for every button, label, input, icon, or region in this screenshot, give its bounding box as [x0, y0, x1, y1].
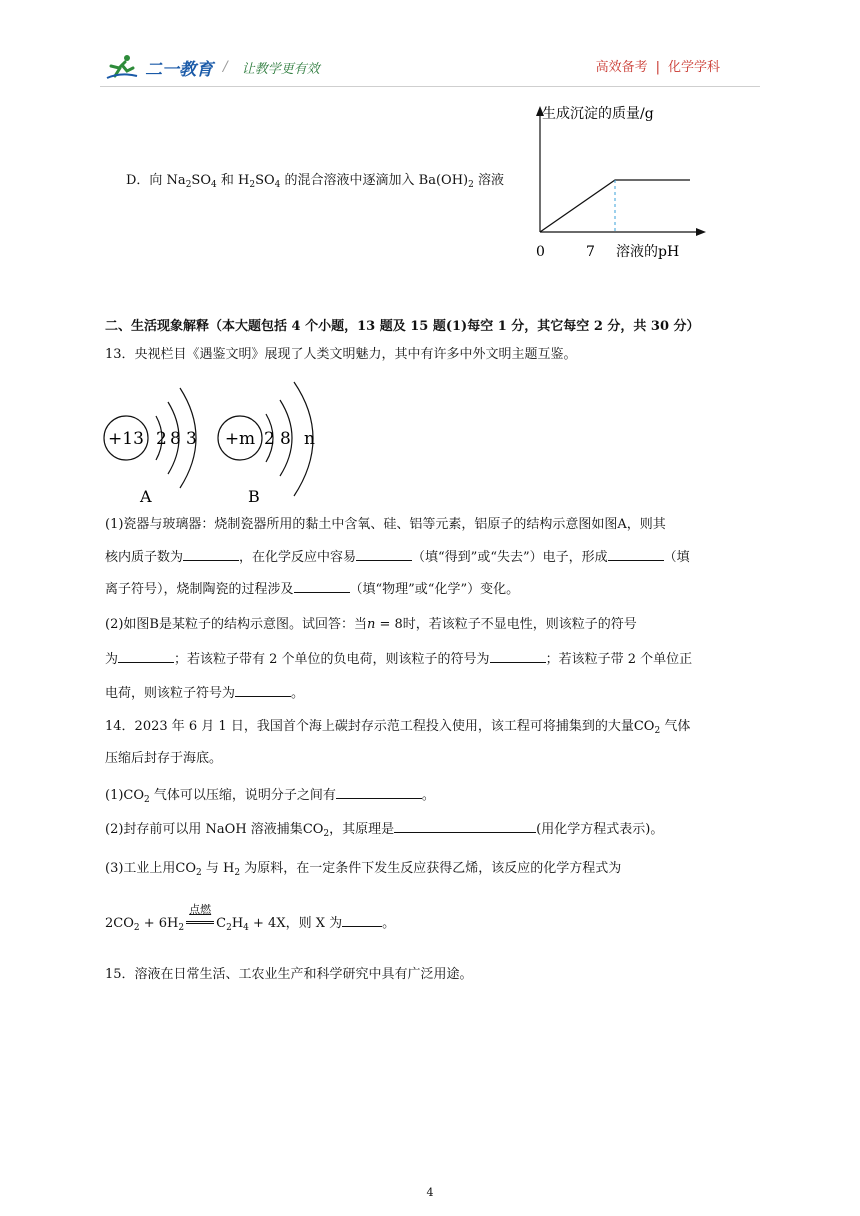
- answer-blank[interactable]: [183, 546, 239, 561]
- q14-p3: (3)工业上用$CO_2$ 与 $H_2$ 为原料，在一定条件下发生反应获得乙烯，该反应的化学方程式为: [105, 861, 622, 878]
- q13-p1-line2: 核内质子数为 ，在化学反应中容易 （填“得到”或“失去”）电子，形成 （填: [105, 546, 690, 569]
- q13-p1-line3: 离子符号），烧制陶瓷的过程涉及 （填“物理”或“化学”）变化。: [105, 578, 519, 601]
- atom-diagrams: [98, 372, 338, 506]
- chart-xlabel: 溶液的pH: [616, 244, 680, 260]
- answer-blank[interactable]: [394, 818, 536, 833]
- answer-blank[interactable]: [235, 682, 291, 697]
- chart-ylabel: 生成沉淀的质量/g: [542, 106, 654, 122]
- q13-p2-line1: (2)如图B是某粒子的结构示意图。试回答：当n = 8时，若该粒子不显电性，则该粒子的符号: [105, 617, 637, 632]
- atom-a-e1: 2: [156, 429, 167, 449]
- header-rule: [100, 86, 760, 87]
- q13-p2-line2: 为 ；若该粒子带有 2 个单位的负电荷，则该粒子的符号为 ；若该粒子带 2 个单位正: [105, 648, 692, 671]
- atom-b-label: B: [248, 487, 260, 506]
- q13-p1-line1: (1)瓷器与玻璃器：烧制瓷器所用的黏土中含氧、硅、铝等元素，铝原子的结构示意图如图A，则其: [105, 517, 666, 532]
- q14-p1: $(1)CO_2$ 气体可以压缩，说明分子之间有 。: [105, 784, 435, 807]
- section-title: 二、生活现象解释（本大题包括 4 个小题，13 题及 15 题(1)每空 1 分，其它每空 2 分，共 30 分）: [105, 319, 700, 334]
- logo-text: 二一教育: [145, 59, 213, 80]
- q13-stem: 13．央视栏目《遇鉴文明》展现了人类文明魅力，其中有许多中外文明主题互鉴。: [105, 347, 577, 362]
- q15-stem: 15．溶液在日常生活、工农业生产和科学研究中具有广泛用途。: [105, 967, 473, 982]
- header-brand: [105, 52, 320, 82]
- atom-a-nucleus-label: +13: [108, 429, 144, 449]
- atom-a-label: A: [140, 487, 152, 506]
- header-divider: /: [223, 59, 228, 75]
- header-right-right: 化学学科: [667, 60, 720, 75]
- answer-blank[interactable]: [608, 546, 664, 561]
- atom-b: [218, 382, 315, 506]
- page-number: 4: [426, 1186, 434, 1199]
- atom-a: [104, 388, 197, 506]
- answer-blank[interactable]: [342, 912, 382, 927]
- atom-b-e1: 2: [264, 429, 275, 449]
- answer-blank[interactable]: [490, 648, 546, 663]
- answer-blank[interactable]: [336, 784, 422, 799]
- header-right-left: 高效备考: [595, 60, 648, 75]
- chart-xtick: 7: [586, 244, 595, 260]
- reaction-arrow: [184, 903, 216, 935]
- answer-blank[interactable]: [118, 648, 174, 663]
- atom-b-e2: 8: [280, 429, 291, 449]
- reaction-condition: 点燃: [189, 903, 212, 916]
- answer-blank[interactable]: [356, 546, 412, 561]
- atom-a-e3: 3: [186, 429, 197, 449]
- header-subject: [596, 56, 720, 75]
- chart-origin: 0: [536, 244, 545, 260]
- q14-equation: $2CO_2 + 6H_2$ 点燃 $C_2H_4 + 4X$，则 X 为 。: [105, 912, 395, 935]
- q13-p2-line3: 电荷，则该粒子符号为 。: [105, 682, 304, 705]
- option-d: D．向 $Na_2SO_4$ 和 $H_2SO_4$ 的混合溶液中逐滴加入 $Ba(OH)_2$ 溶液: [126, 173, 504, 190]
- q14-line1: 14．2023 年 6 月 1 日，我国首个海上碳封存示范工程投入使用，该工程可将捕集到的大量$CO_2$ 气体: [105, 719, 691, 736]
- atom-b-e3: n: [304, 429, 315, 449]
- q14-line2: 压缩后封存于海底。: [105, 751, 223, 766]
- atom-a-e2: 8: [170, 429, 181, 449]
- x-axis-arrow: [696, 228, 706, 236]
- precipitate-chart: [520, 92, 720, 272]
- header-slogan: 让教学更有效: [241, 61, 320, 77]
- q14-p2: (2)封存前可以用 NaOH 溶液捕集$CO_2$，其原理是 (用化学方程式表示)。: [105, 818, 663, 841]
- atom-b-nucleus-label: +m: [224, 429, 256, 449]
- runner-logo-icon: [105, 54, 139, 80]
- header-right-sep: |: [655, 60, 660, 75]
- answer-blank[interactable]: [294, 578, 350, 593]
